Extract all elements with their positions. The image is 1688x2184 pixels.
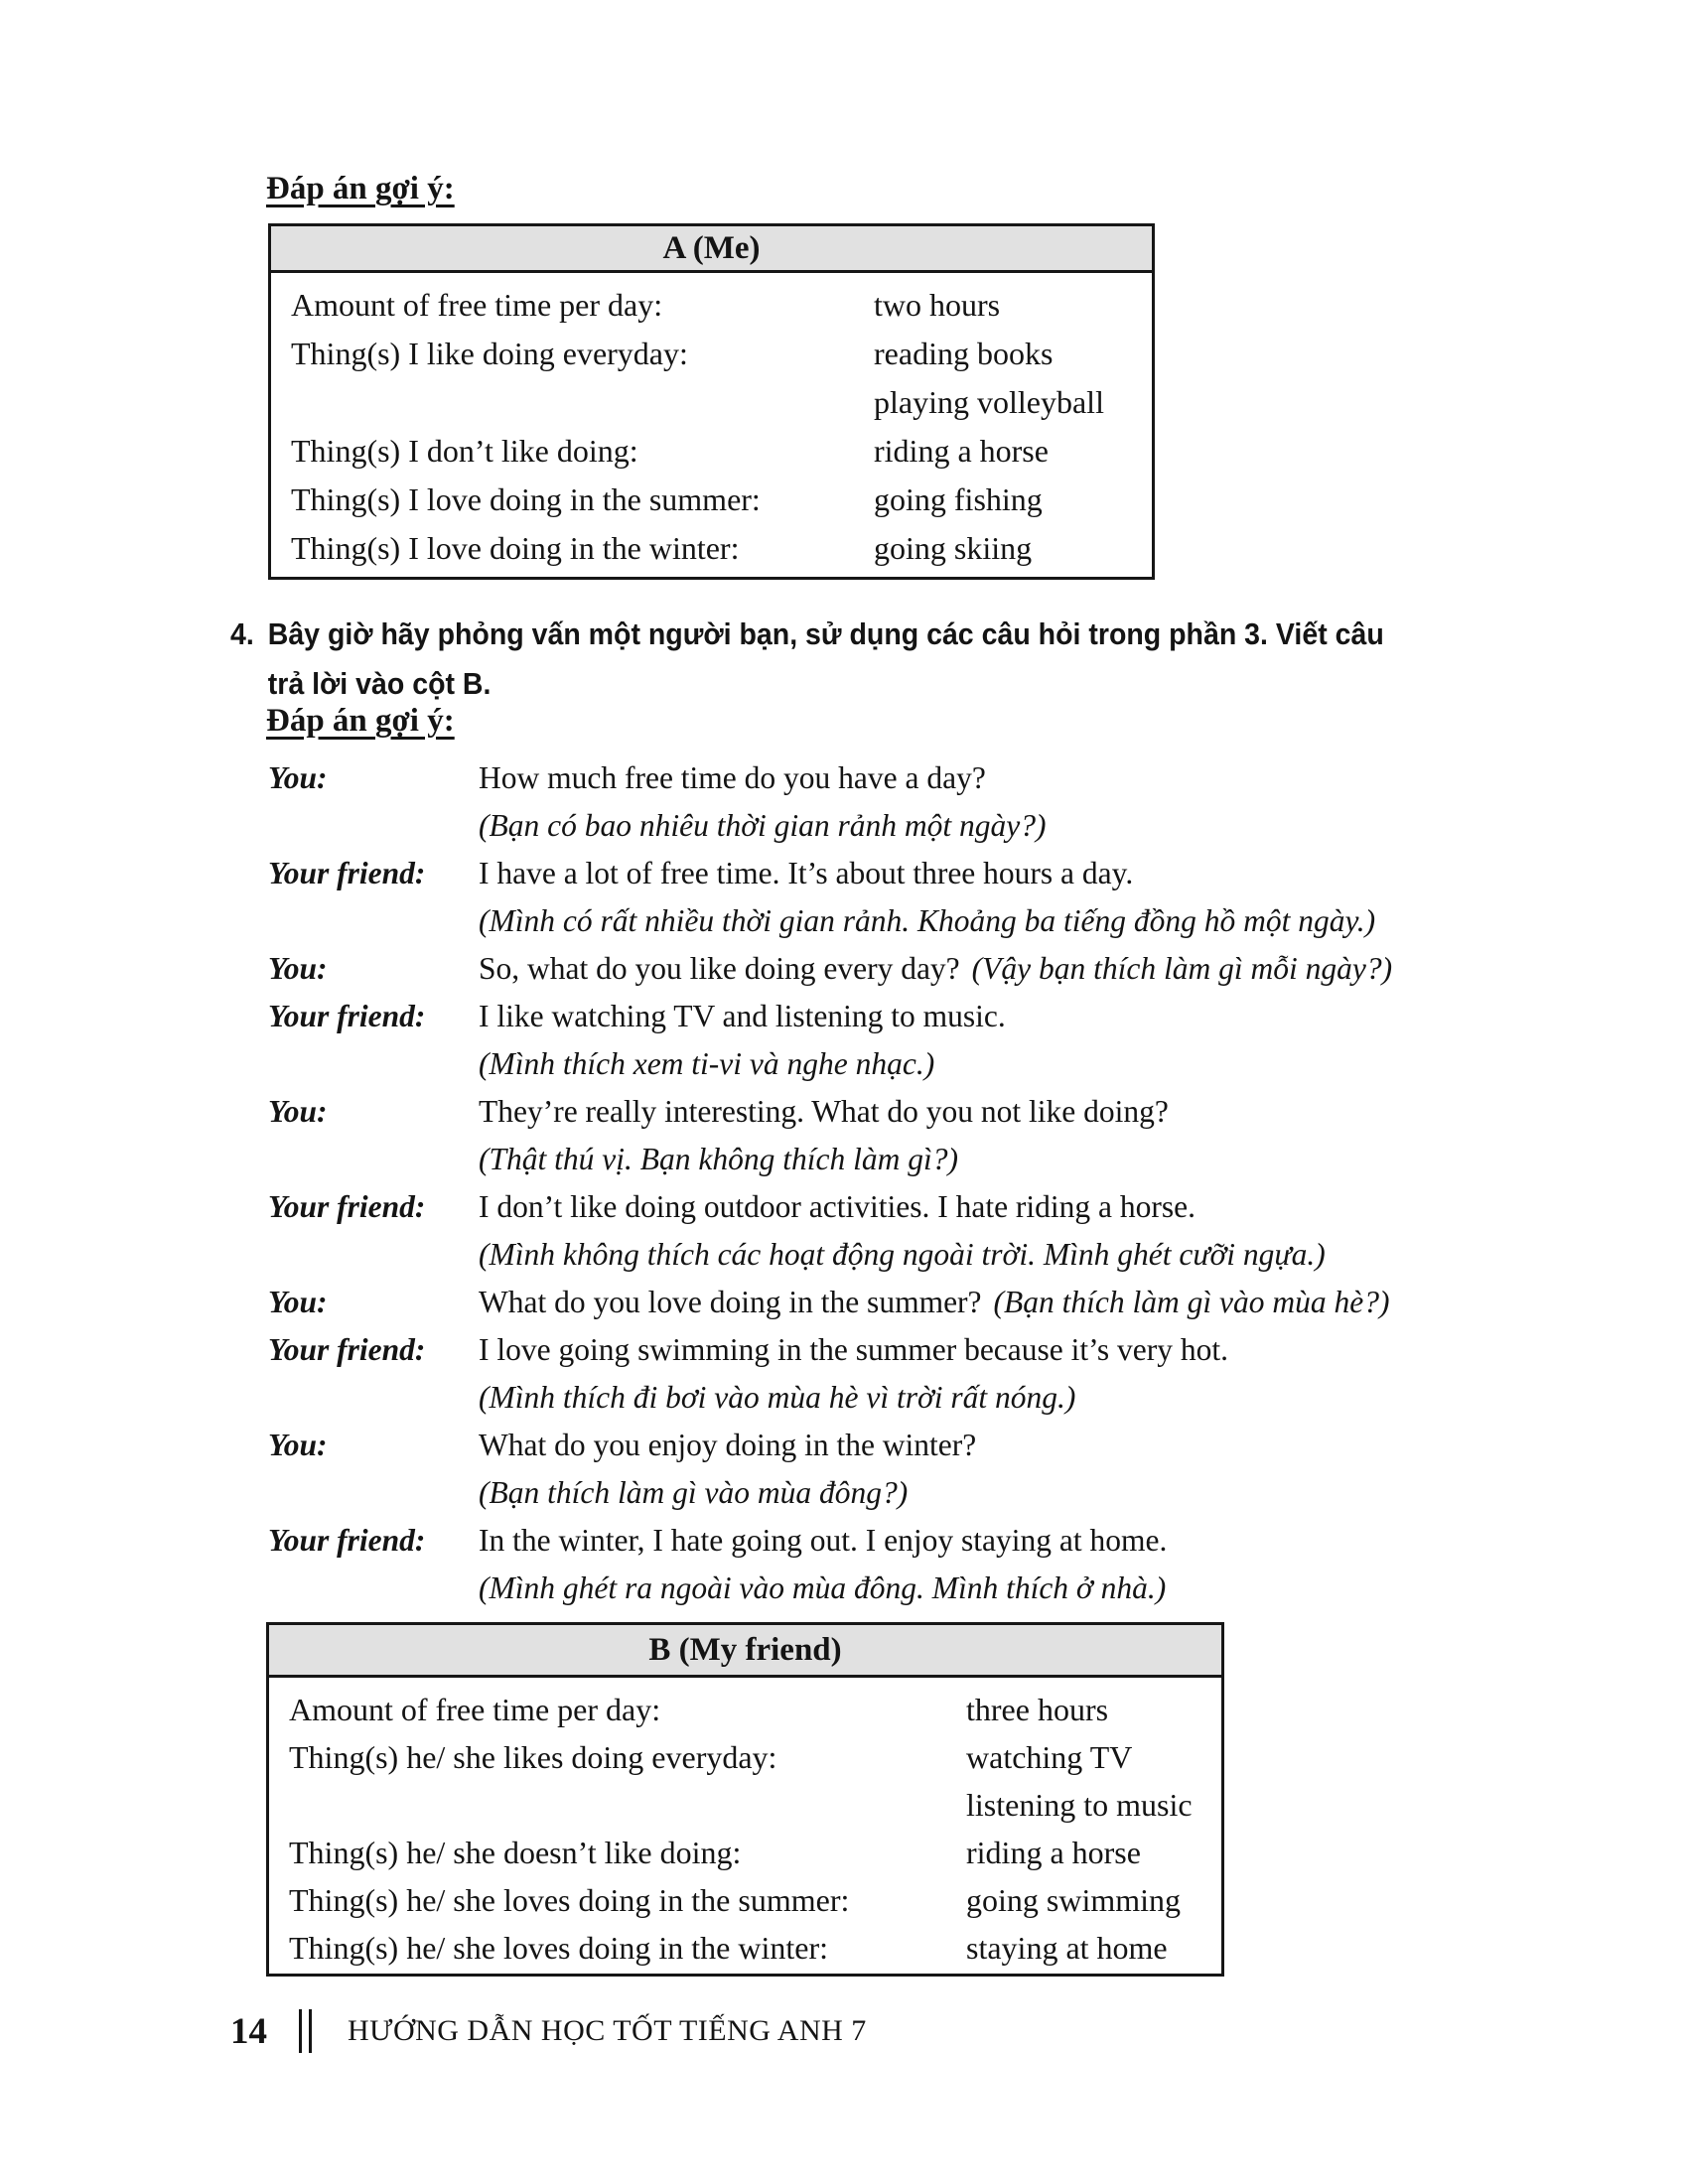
table-a-body	[271, 273, 1152, 573]
english-text: I have a lot of free time. It’s about three hours a day.	[479, 856, 1134, 890]
dialogue-text	[479, 850, 1392, 945]
dialogue-row	[268, 1326, 1392, 1422]
table-b-body	[269, 1678, 1221, 1972]
double-bar-divider	[299, 2009, 312, 2053]
dialogue-block	[268, 754, 1392, 1612]
row-value: reading books	[874, 336, 1054, 371]
dialogue-text	[479, 1517, 1392, 1612]
dialogue-row	[268, 993, 1392, 1088]
book-title: HƯỚNG DẪN HỌC TỐT TIẾNG ANH 7	[348, 2014, 867, 2047]
vietnamese-line: (Bạn có bao nhiêu thời gian rảnh một ngày?)	[479, 808, 1047, 843]
vietnamese-inline: (Vậy bạn thích làm gì mỗi ngày?)	[971, 951, 1393, 986]
row-label: Thing(s) he/ she likes doing everyday:	[289, 1739, 777, 1775]
page-number: 14	[230, 2010, 267, 2052]
english-text: How much free time do you have a day?	[479, 760, 986, 795]
speaker-label: Your friend:	[268, 1332, 426, 1367]
dialogue-text	[479, 1326, 1392, 1422]
vietnamese-line: (Mình thích xem ti-vi và nghe nhạc.)	[479, 1046, 935, 1081]
row-label: Thing(s) I like doing everyday:	[291, 336, 688, 371]
english-text: In the winter, I hate going out. I enjoy staying at home.	[479, 1523, 1168, 1558]
english-line	[479, 1517, 1392, 1565]
page-footer	[230, 2009, 867, 2053]
row-label: Thing(s) he/ she doesn’t like doing:	[289, 1835, 742, 1870]
speaker-label: Your friend:	[268, 999, 426, 1033]
row-value: going skiing	[874, 530, 1033, 566]
dialogue-text	[479, 1088, 1392, 1183]
exercise-text-line-2: trả lời vào cột B.	[267, 666, 492, 701]
table-row	[271, 476, 1152, 524]
english-text: They’re really interesting. What do you not like doing?	[479, 1094, 1169, 1129]
speaker-label: You:	[268, 1428, 328, 1462]
vietnamese-line: (Mình thích đi bơi vào mùa hè vì trời rất nóng.)	[479, 1380, 1076, 1415]
table-row	[271, 378, 1152, 427]
row-label: Amount of free time per day:	[289, 1692, 661, 1727]
english-line	[479, 850, 1392, 897]
english-line	[479, 1326, 1392, 1374]
row-value: listening to music	[966, 1787, 1193, 1823]
row-label	[269, 1781, 966, 1829]
dialogue-text	[479, 1183, 1392, 1279]
exercise-number: 4.	[230, 616, 254, 651]
vietnamese-line: (Thật thú vị. Bạn không thích làm gì?)	[479, 1142, 958, 1176]
table-row	[269, 1733, 1221, 1781]
row-value: riding a horse	[874, 433, 1049, 469]
table-a-header: A (Me)	[271, 226, 1152, 273]
dialogue-text	[479, 993, 1392, 1088]
row-value: watching TV	[966, 1739, 1133, 1775]
dialogue-row	[268, 1088, 1392, 1183]
dialogue-row	[268, 1183, 1392, 1279]
vietnamese-line: (Mình ghét ra ngoài vào mùa đông. Mình thích ở nhà.)	[479, 1570, 1167, 1605]
table-a-me	[268, 223, 1155, 580]
table-row	[271, 524, 1152, 573]
table-row	[271, 330, 1152, 378]
speaker-label: Your friend:	[268, 1523, 426, 1558]
english-text: So, what do you like doing every day?	[479, 951, 960, 986]
english-line	[479, 1279, 1392, 1326]
speaker-label: You:	[268, 951, 328, 986]
english-text: I like watching TV and listening to music.	[479, 999, 1006, 1033]
row-value: playing volleyball	[874, 384, 1104, 420]
table-row	[269, 1924, 1221, 1972]
table-row	[271, 281, 1152, 330]
english-line	[479, 993, 1392, 1040]
table-b-header: B (My friend)	[269, 1625, 1221, 1678]
table-row	[269, 1686, 1221, 1733]
exercise-4-line-1	[230, 610, 1384, 659]
english-line	[479, 945, 1392, 993]
vietnamese-line: (Bạn thích làm gì vào mùa đông?)	[479, 1475, 909, 1510]
exercise-number-spacer	[230, 659, 268, 709]
speaker-label: You:	[268, 760, 328, 795]
table-row	[269, 1829, 1221, 1876]
table-row	[269, 1876, 1221, 1924]
english-text: I don’t like doing outdoor activities. I hate riding a horse.	[479, 1189, 1196, 1224]
speaker-label: You:	[268, 1094, 328, 1129]
english-line	[479, 1422, 1392, 1469]
speaker-label: Your friend:	[268, 856, 426, 890]
row-label: Amount of free time per day:	[291, 287, 663, 323]
english-line	[479, 1088, 1392, 1136]
dialogue-text	[479, 1422, 1392, 1517]
dialogue-row	[268, 1422, 1392, 1517]
dialogue-text	[479, 945, 1392, 993]
row-value: riding a horse	[966, 1835, 1141, 1870]
row-value: three hours	[966, 1692, 1109, 1727]
exercise-4	[230, 610, 1384, 709]
english-text: What do you enjoy doing in the winter?	[479, 1428, 977, 1462]
dialogue-row	[268, 754, 1392, 850]
row-value: two hours	[874, 287, 1001, 323]
english-line	[479, 754, 1392, 802]
dialogue-row	[268, 1279, 1392, 1326]
row-value: going swimming	[966, 1882, 1182, 1918]
exercise-text-line-1: Bây giờ hãy phỏng vấn một người bạn, sử dụng các câu hỏi trong phần 3. Viết câu	[267, 616, 1384, 651]
row-label: Thing(s) he/ she loves doing in the summer:	[289, 1882, 850, 1918]
row-value: staying at home	[966, 1930, 1168, 1966]
exercise-4-line-2	[230, 659, 1384, 709]
vietnamese-line: (Mình không thích các hoạt động ngoài trời. Mình ghét cưỡi ngựa.)	[479, 1237, 1326, 1272]
table-b-my-friend	[266, 1622, 1224, 1977]
table-row	[271, 427, 1152, 476]
vietnamese-inline: (Bạn thích làm gì vào mùa hè?)	[993, 1285, 1390, 1319]
row-label: Thing(s) he/ she loves doing in the winter:	[289, 1930, 829, 1966]
answer-key-heading-1: Đáp án gợi ý:	[266, 171, 455, 206]
row-value: going fishing	[874, 481, 1043, 517]
row-label: Thing(s) I love doing in the winter:	[291, 530, 740, 566]
dialogue-row	[268, 945, 1392, 993]
row-label	[271, 378, 874, 427]
dialogue-row	[268, 1517, 1392, 1612]
dialogue-text	[479, 1279, 1392, 1326]
speaker-label: You:	[268, 1285, 328, 1319]
english-text: I love going swimming in the summer because it’s very hot.	[479, 1332, 1229, 1367]
speaker-label: Your friend:	[268, 1189, 426, 1224]
row-label: Thing(s) I love doing in the summer:	[291, 481, 761, 517]
dialogue-row	[268, 850, 1392, 945]
vietnamese-line: (Mình có rất nhiều thời gian rảnh. Khoảng ba tiếng đồng hồ một ngày.)	[479, 903, 1376, 938]
table-row	[269, 1781, 1221, 1829]
english-line	[479, 1183, 1392, 1231]
row-label: Thing(s) I don’t like doing:	[291, 433, 638, 469]
answer-key-heading-2: Đáp án gợi ý:	[266, 703, 455, 739]
dialogue-text	[479, 754, 1392, 850]
english-text: What do you love doing in the summer?	[479, 1285, 982, 1319]
